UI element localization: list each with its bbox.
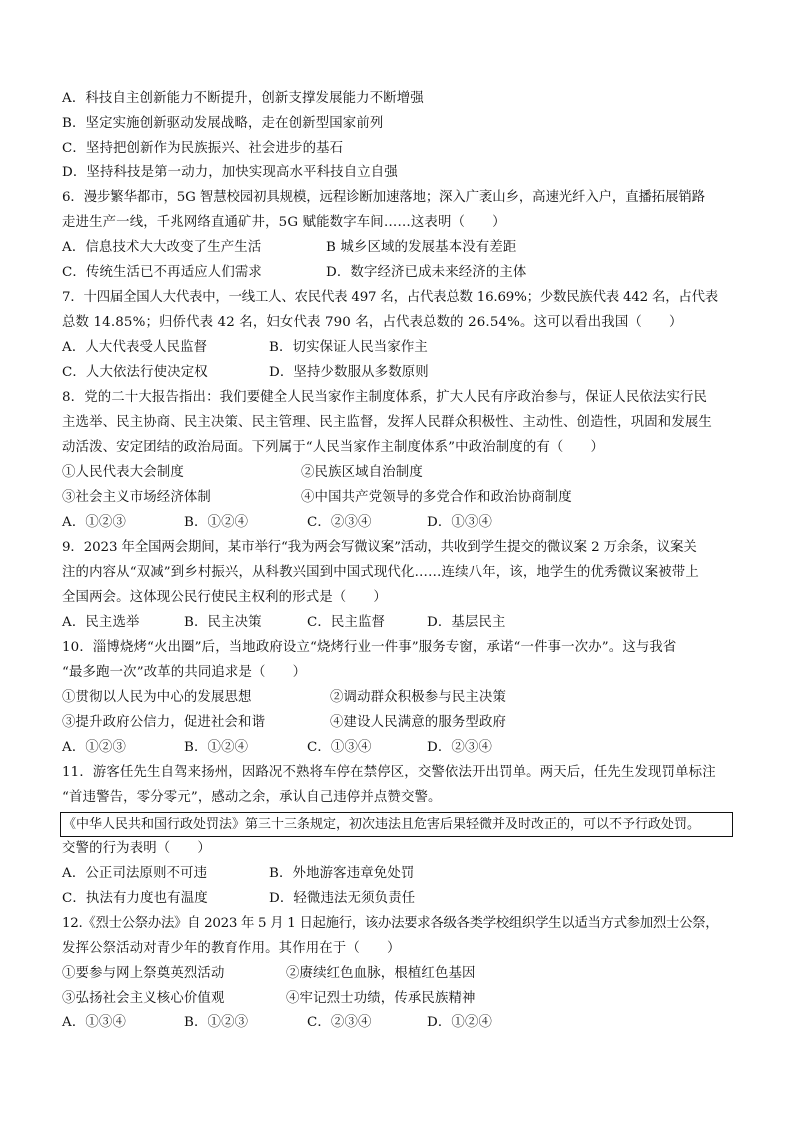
q6-stem-line-1: 6．漫步繁华都市，5G 智慧校园初具规模，远程诊断加速落地；深入广袤山乡，高速光纤入户，直播拓展销路 [62,190,705,205]
q7-option-b: B．切实保证人民当家作主 [269,340,428,355]
q12-statement-4: ④牢记烈士功绩，传承民族精神 [286,991,476,1006]
q7-stem-line-1: 7．十四届全国人大代表中，一线工人、农民代表 497 名，占代表总数 16.69%；少数民族代表 442 名，占代表 [62,290,718,305]
q10-option-c: C．①③④ [307,740,372,755]
q11-stem-line-3: 交警的行为表明（ ） [62,841,211,856]
q10-option-b: B．①②④ [184,740,249,755]
q12-option-c: C．②③④ [307,1015,372,1030]
q10-options [62,736,493,761]
q9-option-c: C．民主监督 [307,615,386,630]
q10-option-a: A．①②③ [62,740,126,755]
q11-option-c: C．执法有力度也有温度 [62,891,208,906]
q6-option-b: B 城乡区域的发展基本没有差距 [326,240,517,255]
q8-statement-3: ③社会主义市场经济体制 [62,490,211,505]
q8-statements-row-2 [62,486,572,511]
q12-statements-row-2 [62,987,476,1012]
q7-option-d: D．坚持少数服从多数原则 [269,365,429,380]
q11-stem-line-2: “首违警告，零分零元”，感动之余，承认自己违停并点赞交警。 [62,790,442,805]
q7-options-row-2 [62,361,429,386]
q12-statement-3: ③弘扬社会主义核心价值观 [62,991,225,1006]
q5-option-a: A．科技自主创新能力不断提升，创新支撑发展能力不断增强 [62,91,424,106]
q6-option-d: D．数字经济已成未来经济的主体 [326,265,527,280]
q5-option-b: B．坚定实施创新驱动发展战略，走在创新型国家前列 [62,116,384,131]
q10-option-d: D．②③④ [427,740,493,755]
q12-option-d: D．①②④ [427,1015,493,1030]
q10-statement-1: ①贯彻以人民为中心的发展思想 [62,690,252,705]
q11-law-quote-box [60,812,733,837]
q10-statements-row-1 [62,686,507,711]
q10-statements-row-2 [62,711,507,736]
q12-option-b: B．①②③ [184,1015,249,1030]
q6-option-a: A．信息技术大大改变了生产生活 [62,240,262,255]
q11-stem-line-1: 11．游客任先生自驾来扬州，因路况不熟将车停在禁停区，交警依法开出罚单。两天后，任先生发现罚单标注 [62,765,716,780]
q8-stem-line-3: 动活泼、安定团结的政治局面。下列属于“人民当家作主制度体系”中政治制度的有（ ） [62,440,605,455]
q8-option-d: D．①③④ [427,515,493,530]
q9-stem-line-3: 全国两会。这体现公民行使民主权利的形式是（ ） [62,590,387,605]
q12-statement-2: ②赓续红色血脉，根植红色基因 [286,966,476,981]
q9-stem-line-2: 注的内容从“双减”到乡村振兴，从科教兴国到中国式现代化……连续八年，该，地学生的优秀微议案被带上 [62,565,699,580]
q7-option-c: C．人大依法行使决定权 [62,365,208,380]
q8-statement-4: ④中国共产党领导的多党合作和政治协商制度 [301,490,572,505]
q11-options-row-1 [62,862,415,887]
q8-stem-line-2: 主选举、民主协商、民主决策、民主管理、民主监督，发挥人民群众积极性、主动性、创造性，巩固和发展生 [62,415,712,430]
q12-stem-line-1: 12.《烈士公祭办法》自 2023 年 5 月 1 日起施行，该办法要求各级各类学校组织学生以适当方式参加烈士公祭， [62,916,719,931]
q8-option-c: C．②③④ [307,515,372,530]
q10-statement-4: ④建设人民满意的服务型政府 [330,715,507,730]
q5-option-c: C．坚持把创新作为民族振兴、社会进步的基石 [62,141,344,156]
q10-stem-line-2: “最多跑一次”改革的共同追求是（ ） [62,665,307,680]
q11-law-quote: 《中华人民共和国行政处罚法》第三十三条规定，初次违法且危害后果轻微并及时改正的，可以不予行政处罚。 [63,817,701,832]
q12-option-a: A．①③④ [62,1015,126,1030]
q6-options-row-2 [62,261,527,286]
q8-statements-row-1 [62,461,423,486]
q8-options [62,511,493,536]
q6-options-row-1 [62,236,517,261]
q11-options-row-2 [62,887,416,912]
q8-stem-line-1: 8．党的二十大报告指出：我们要健全人民当家作主制度体系，扩大人民有序政治参与，保证人民依法实行民 [62,390,708,405]
q10-statement-3: ③提升政府公信力，促进社会和谐 [62,715,266,730]
q5-option-d: D．坚持科技是第一动力，加快实现高水平科技自立自强 [62,165,398,180]
q8-statement-1: ①人民代表大会制度 [62,465,184,480]
q8-statement-2: ②民族区域自治制度 [301,465,423,480]
q7-options-row-1 [62,336,428,361]
q9-option-a: A．民主选举 [62,615,140,630]
q10-stem-line-1: 10．淄博烧烤“火出圈”后，当地政府设立“烧烤行业一件事”服务专窗，承诺“一件事一次办”。这与我省 [62,640,677,655]
q9-options [62,611,506,636]
q12-statements-row-1 [62,962,476,987]
q8-option-b: B．①②④ [184,515,249,530]
q11-option-b: B．外地游客违章免处罚 [269,866,415,881]
q8-option-a: A．①②③ [62,515,126,530]
q11-option-d: D．轻微违法无须负责任 [269,891,416,906]
q9-option-b: B．民主决策 [184,615,262,630]
q11-option-a: A．公正司法原则不可违 [62,866,208,881]
q12-options [62,1011,493,1036]
q6-stem-line-2: 走进生产一线，千兆网络直通矿井，5G 赋能数字车间……这表明（ ） [62,215,506,230]
q7-option-a: A．人大代表受人民监督 [62,340,208,355]
q12-statement-1: ①要参与网上祭奠英烈活动 [62,966,225,981]
q7-stem-line-2: 总数 14.85%；归侨代表 42 名，妇女代表 790 名，占代表总数的 26.54%。这可以看出我国（ ） [62,315,683,330]
q6-option-c: C．传统生活已不再适应人们需求 [62,265,262,280]
q9-stem-line-1: 9．2023 年全国两会期间，某市举行“我为两会写微议案”活动，共收到学生提交的微议案 2 万余条，议案关 [62,540,697,555]
q12-stem-line-2: 发挥公祭活动对青少年的教育作用。其作用在于（ ） [62,941,401,956]
q10-statement-2: ②调动群众积极参与民主决策 [330,690,507,705]
q9-option-d: D．基层民主 [427,615,506,630]
